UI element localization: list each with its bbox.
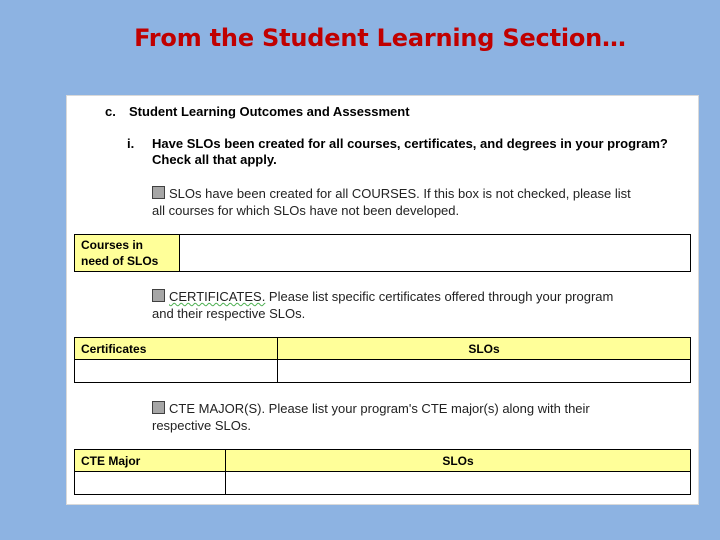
cte-checkbox-label: CTE MAJOR(S). Please list your program's CTE major(s) along with their (169, 401, 590, 416)
courses-checkbox[interactable] (152, 186, 165, 199)
certificates-cell[interactable] (75, 360, 278, 383)
certificates-checkbox-line2: and their respective SLOs. (152, 306, 306, 321)
certificates-checkbox-line1 (152, 288, 692, 305)
courses-checkbox-item (152, 185, 692, 219)
section-letter: c. (105, 104, 116, 119)
courses-table-label-line1: Courses in (81, 238, 144, 252)
certificates-header-row (75, 338, 691, 360)
courses-checkbox-line2: all courses for which SLOs have not been developed. (152, 203, 460, 218)
cte-major-cell[interactable] (75, 472, 226, 495)
cte-checkbox-line2: respective SLOs. (152, 418, 251, 433)
slide-title: From the Student Learning Section… (134, 24, 626, 52)
certificates-line1-rest: Please list specific certificates offered through your program (265, 289, 614, 304)
certificates-slos-cell[interactable] (278, 360, 691, 383)
cte-header-row (75, 450, 691, 472)
cte-checkbox-line1 (152, 400, 692, 417)
section-title: Student Learning Outcomes and Assessment (129, 104, 410, 119)
courses-table-label-line2: need of SLOs (81, 254, 159, 268)
certificates-slos-header: SLOs (278, 338, 691, 360)
cte-slos-cell[interactable] (226, 472, 691, 495)
certificates-table (74, 337, 691, 383)
courses-table-label (75, 235, 180, 272)
cte-major-header: CTE Major (75, 450, 226, 472)
courses-checkbox-label: SLOs have been created for all COURSES. If this box is not checked, please list (169, 186, 631, 201)
table-row (75, 360, 691, 383)
question-text: Have SLOs been created for all courses, certificates, and degrees in your program? Check all that apply. (152, 136, 668, 167)
question-number: i. (127, 136, 135, 151)
certificates-checkbox[interactable] (152, 289, 165, 302)
table-row (75, 472, 691, 495)
cte-table (74, 449, 691, 495)
cte-checkbox-item (152, 400, 692, 434)
certificates-header: Certificates (75, 338, 278, 360)
cte-slos-header: SLOs (226, 450, 691, 472)
certificates-keyword: CERTIFICATES. (169, 289, 266, 304)
courses-checkbox-line1 (152, 185, 692, 202)
document-excerpt (66, 95, 699, 505)
courses-table (74, 234, 691, 272)
courses-table-value-cell[interactable] (180, 235, 691, 272)
cte-checkbox[interactable] (152, 401, 165, 414)
certificates-checkbox-item (152, 288, 692, 322)
